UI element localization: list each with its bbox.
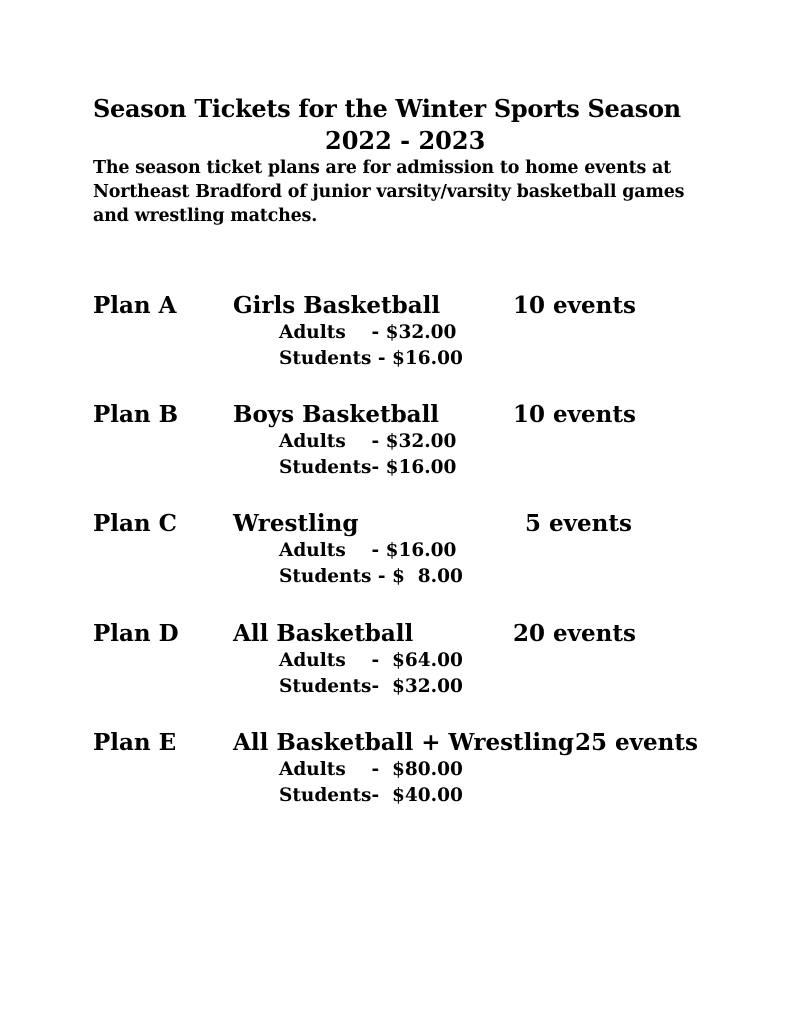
student-price: Students- $40.00: [279, 785, 463, 806]
plan-label: Plan C: [93, 510, 177, 537]
plan-name: Wrestling: [233, 510, 359, 537]
plan-label: Plan B: [93, 401, 179, 428]
plan-a: [0, 292, 791, 382]
adult-price: Adults - $32.00: [279, 431, 457, 452]
plan-name: All Basketball: [233, 620, 414, 647]
intro-paragraph: The season ticket plans are for admission to home events at Northeast Bradford of junior varsity/varsity basketball games and wrestling matches.: [93, 158, 685, 226]
plan-c: [0, 510, 791, 600]
student-price: Students- $16.00: [279, 457, 457, 478]
adult-price: Adults - $80.00: [279, 759, 463, 780]
plan-events: 20 events: [513, 620, 636, 647]
adult-price: Adults - $16.00: [279, 540, 457, 561]
student-price: Students- $32.00: [279, 676, 463, 697]
plan-label: Plan D: [93, 620, 179, 647]
plan-events: 25 events: [575, 729, 698, 756]
plan-events: 5 events: [525, 510, 632, 537]
plan-label: Plan E: [93, 729, 177, 756]
plan-e: [0, 729, 791, 819]
student-price: Students - $ 8.00: [279, 566, 463, 587]
adult-price: Adults - $64.00: [279, 650, 463, 671]
adult-price: Adults - $32.00: [279, 322, 457, 343]
plan-name: All Basketball + Wrestling: [233, 729, 574, 756]
student-price: Students - $16.00: [279, 348, 463, 369]
page-title: Season Tickets for the Winter Sports Season: [93, 94, 681, 123]
plan-b: [0, 401, 791, 491]
plan-events: 10 events: [513, 292, 636, 319]
plan-d: [0, 620, 791, 710]
plan-label: Plan A: [93, 292, 177, 319]
season-year: 2022 - 2023: [325, 126, 486, 155]
plan-events: 10 events: [513, 401, 636, 428]
plan-name: Girls Basketball: [233, 292, 441, 319]
plan-name: Boys Basketball: [233, 401, 440, 428]
